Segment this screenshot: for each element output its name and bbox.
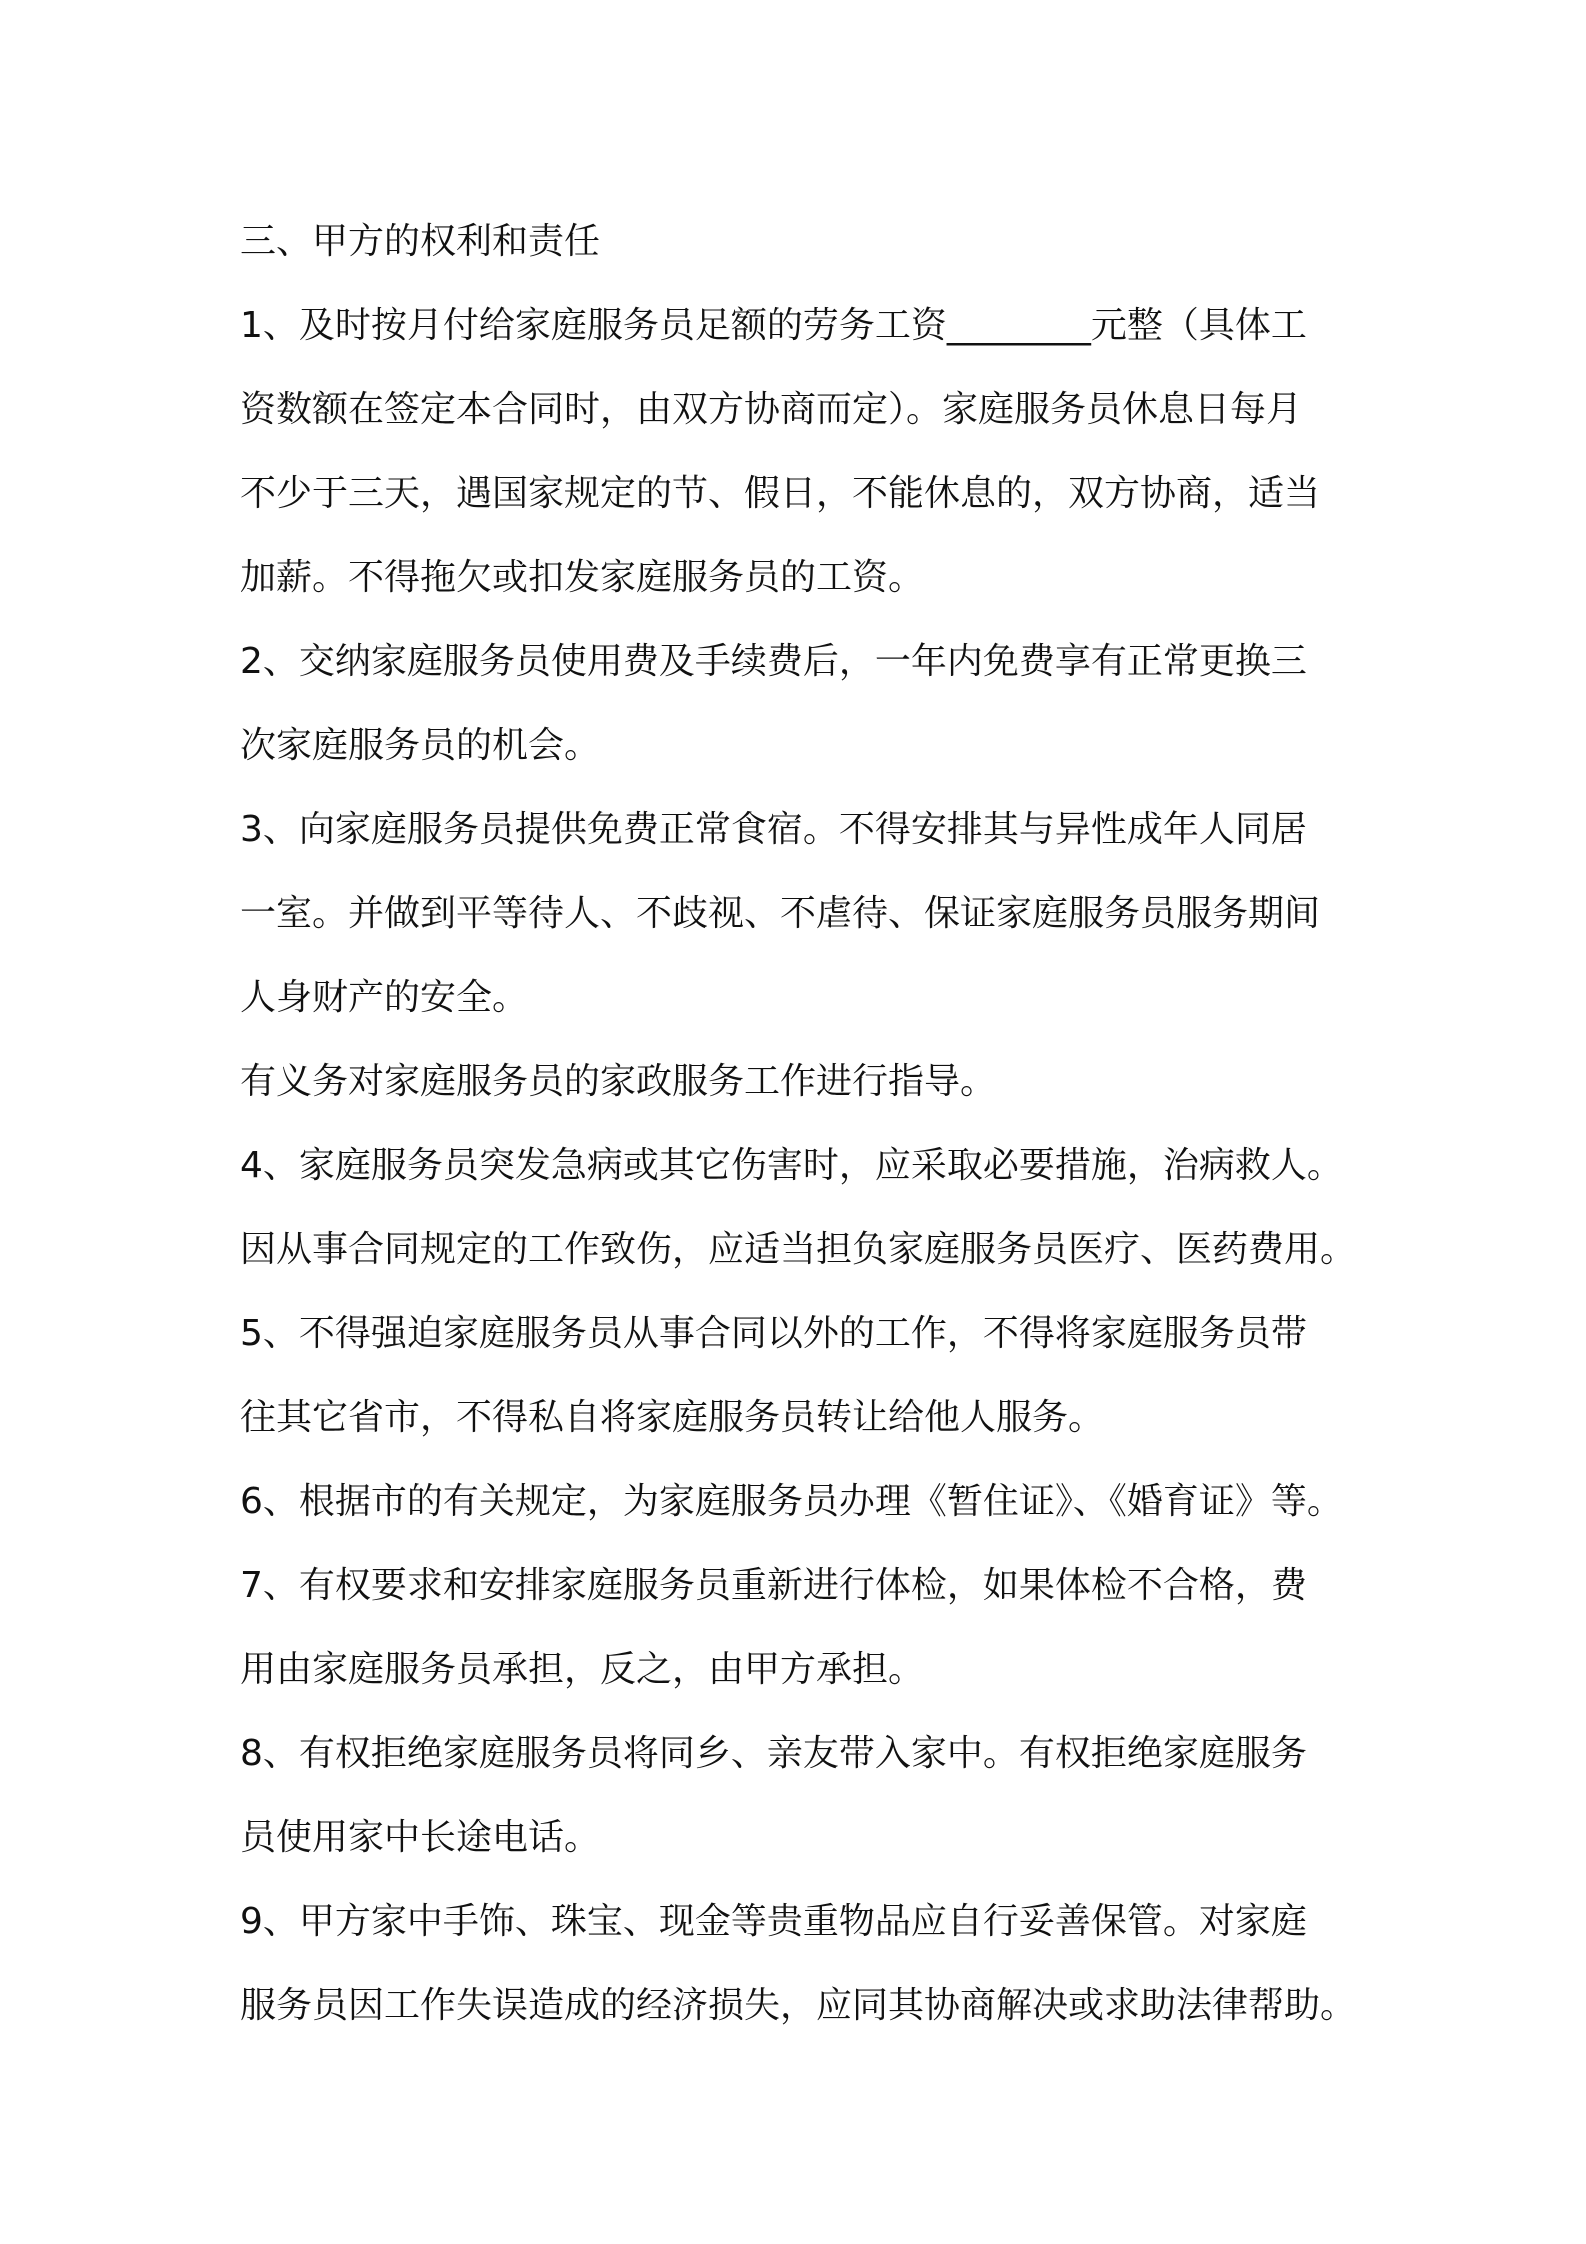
text-line: 2、交纳家庭服务员使用费及手续费后，一年内免费享有正常更换三	[240, 641, 1307, 682]
text-line: 4、家庭服务员突发急病或其它伤害时，应采取必要措施，治病救人。	[240, 1145, 1343, 1186]
text-line: 9、甲方家中手饰、珠宝、现金等贵重物品应自行妥善保管。对家庭	[240, 1901, 1307, 1942]
text-line: 5、不得强迫家庭服务员从事合同以外的工作，不得将家庭服务员带	[240, 1313, 1307, 1354]
text-line: 次家庭服务员的机会。	[240, 725, 601, 766]
section-heading: 三、甲方的权利和责任	[240, 221, 601, 262]
text-line: 3、向家庭服务员提供免费正常食宿。不得安排其与异性成年人同居	[240, 809, 1307, 850]
text-line: 服务员因工作失误造成的经济损失，应同其协商解决或求助法律帮助。	[240, 1985, 1357, 2026]
text-line: 1、及时按月付给家庭服务员足额的劳务工资________元整（具体工	[240, 305, 1307, 346]
text-line: 加薪。不得拖欠或扣发家庭服务员的工资。	[240, 557, 925, 598]
text-line: 人身财产的安全。	[240, 977, 529, 1018]
text-line: 资数额在签定本合同时，由双方协商而定）。家庭服务员休息日每月	[240, 389, 1303, 430]
text-line: 员使用家中长途电话。	[240, 1817, 601, 1858]
document-body	[240, 200, 1362, 2048]
text-line: 有义务对家庭服务员的家政服务工作进行指导。	[240, 1061, 997, 1102]
text-line: 7、有权要求和安排家庭服务员重新进行体检，如果体检不合格，费	[240, 1565, 1307, 1606]
text-line: 一室。并做到平等待人、不歧视、不虐待、保证家庭服务员服务期间	[240, 893, 1321, 934]
text-line: 8、有权拒绝家庭服务员将同乡、亲友带入家中。有权拒绝家庭服务	[240, 1733, 1307, 1774]
text-line: 不少于三天，遇国家规定的节、假日，不能休息的，双方协商，适当	[240, 473, 1321, 514]
text-line: 6、根据市的有关规定，为家庭服务员办理《暂住证》、《婚育证》等。	[240, 1481, 1343, 1522]
text-line: 往其它省市，不得私自将家庭服务员转让给他人服务。	[240, 1397, 1105, 1438]
text-line: 用由家庭服务员承担，反之，由甲方承担。	[240, 1649, 925, 1690]
text-line: 因从事合同规定的工作致伤，应适当担负家庭服务员医疗、医药费用。	[240, 1229, 1357, 1270]
